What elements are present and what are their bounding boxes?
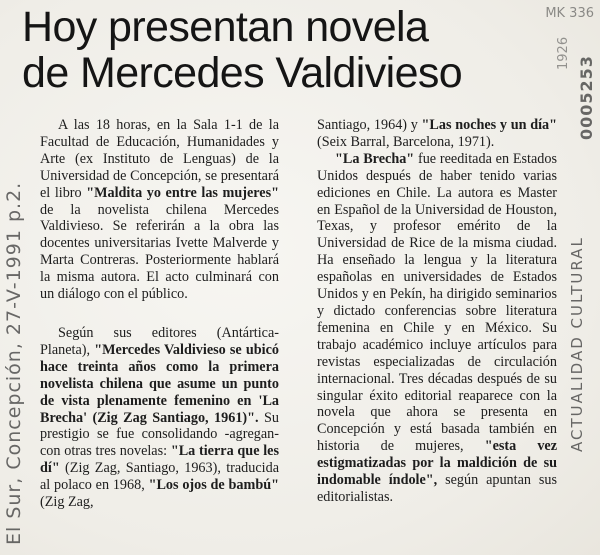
paragraph-text: A las 18 horas, en la Sala 1-1 de la Facultad de Educación, Humanidades y Arte (ex Instituto de Lenguas) de la Universidad de Concepción, se presentará el libro — [40, 117, 279, 201]
paragraph-text: (Zig Zag, — [40, 494, 94, 511]
paragraph-text: (Seix Barral, Barcelona, 1971). — [317, 133, 495, 150]
book-title: "La Brecha" — [335, 150, 415, 167]
handwritten-source-note: El Sur, Concepción, 27-V-1991 p.2. — [3, 181, 25, 545]
catalog-code-stamp: MK 336 — [545, 6, 594, 21]
editor-quote: "Mercedes Valdivieso se ubicó hace treinta años como la primera novelista chilena que asume un punto de vista plenamente femenino en 'La Brecha' (Zig Zag Santiago, 1961)". — [40, 341, 279, 426]
handwritten-section-note: ACTUALIDAD CULTURAL — [568, 236, 586, 452]
paragraph-biography — [317, 151, 557, 506]
catalog-number-stamp: 0005253 — [577, 55, 596, 140]
article-headline — [22, 4, 542, 96]
headline-line-2: de Mercedes Valdivieso — [22, 49, 463, 97]
paragraph-text: fue reeditada en Estados Unidos después de haber tenido varias ediciones en Chile. La autora es Master en Español de la Universidad de Houston, Texas, y profesor emérito de la Universidad de Rice de la misma ciudad. Ha enseñado la lengua y la literatura españolas en universidades de Estados Unidos y en Pekín, ha dirigido seminarios y dictado conferencias sobre literatura femenina en Chile y en México. Su trabajo académico incluye artículos para revistas especializadas de circulación internacional. Tres décadas después de su singular éxito editorial reaparece con la novela que ahora se presenta en Concepción y está basada también en historia de mujeres, — [317, 150, 557, 455]
paragraph-editors — [40, 325, 279, 511]
book-title: "Los ojos de bambú" — [148, 477, 279, 494]
paragraph-intro — [40, 117, 279, 303]
paragraph-text: Su prestigio se fue consolidando -agregan- con otras tres novelas: — [40, 409, 280, 460]
paragraph-text: Santiago, 1964) y — [317, 117, 418, 133]
headline-line-1: Hoy presentan novela — [22, 3, 429, 51]
paragraph-continued — [317, 117, 557, 151]
article-column-right — [317, 117, 557, 506]
article-column-left — [40, 117, 279, 511]
catalog-year-stamp: 1926 — [556, 36, 571, 70]
paragraph-text: según apuntan sus editorialistas. — [317, 472, 557, 505]
paragraph-text: Según sus editores (Antártica-Planeta), — [40, 324, 279, 358]
book-title: "Las noches y un día" — [421, 117, 558, 133]
paragraph-text: de la novelista chilena Mercedes Valdivieso. Se referirán a la obra las docentes universitarias Ivette Malverde y Marta Contreras. Posteriormente hablará la misma autora. El acto culminará con un diálogo con el público. — [40, 201, 279, 303]
book-title: "Maldita yo entre las mujeres" — [86, 184, 279, 201]
paragraph-text: (Zig Zag, Santiago, 1963), traducida al polaco en 1968, — [40, 460, 280, 494]
book-title: "La tierra que les dí" — [40, 443, 279, 477]
editor-quote: "esta vez estigmatizadas por la maldición de su indomable índole", — [317, 438, 558, 489]
